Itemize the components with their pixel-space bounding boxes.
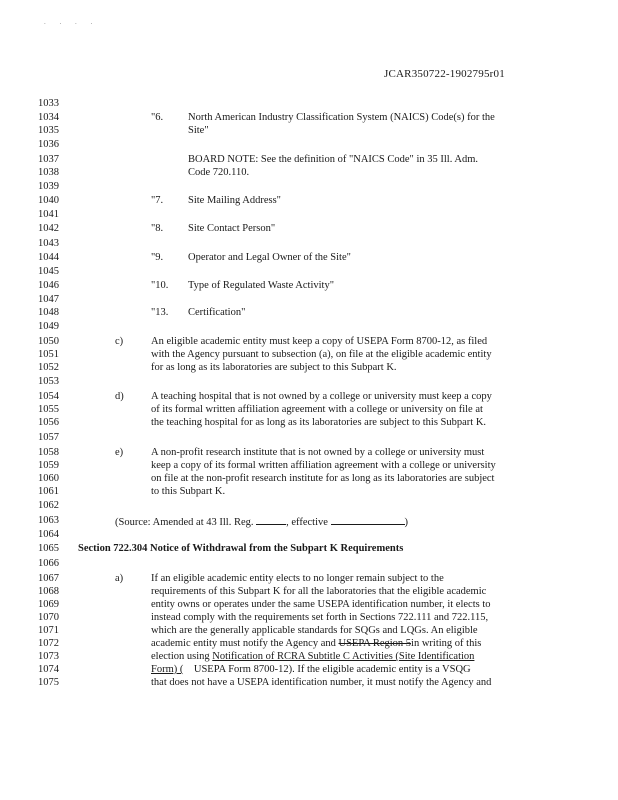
item-6-text-line2: Site"	[188, 125, 209, 136]
line-number: 1063	[38, 515, 59, 526]
subsection-e-line: A non-profit research institute that is not owned by a college or university must	[151, 447, 485, 458]
section-heading: Section 722.304 Notice of Withdrawal from the Subpart K Requirements	[78, 543, 404, 554]
line-number: 1041	[38, 209, 59, 220]
line-number: 1042	[38, 223, 59, 234]
line-number: 1040	[38, 195, 59, 206]
line-number: 1074	[38, 664, 59, 675]
source-effective-blank	[331, 514, 405, 525]
line-number: 1049	[38, 321, 59, 332]
item-9-text: Operator and Legal Owner of the Site"	[188, 252, 351, 263]
line-number: 1039	[38, 181, 59, 192]
line-number: 1059	[38, 460, 59, 471]
line-number: 1044	[38, 252, 59, 263]
line-number: 1071	[38, 625, 59, 636]
source-reg-blank	[256, 514, 286, 525]
item-9-number: "9.	[151, 252, 164, 263]
item-7-text: Site Mailing Address"	[188, 195, 281, 206]
item-10-text: Type of Regulated Waste Activity"	[188, 280, 334, 291]
subsection-c-line: with the Agency pursuant to subsection (a), on file at the eligible academic entity	[151, 349, 492, 360]
line-number: 1047	[38, 294, 59, 305]
subsection-a-line: entity owns or operates under the same USEPA identification number, it elects to	[151, 599, 491, 610]
line-number: 1068	[38, 586, 59, 597]
subsection-e-label: e)	[115, 447, 124, 458]
subsection-c-label: c)	[115, 336, 124, 347]
line-number: 1072	[38, 638, 59, 649]
line-number: 1048	[38, 307, 59, 318]
line-number: 1055	[38, 404, 59, 415]
subsection-a-line: requirements of this Subpart K for all the laboratories that the eligible academic	[151, 586, 487, 597]
line-segment: in writing of this	[411, 638, 482, 649]
line-number: 1050	[38, 336, 59, 347]
subsection-e-line: keep a copy of its formal written affiliation agreement with a college or university	[151, 460, 496, 471]
line-number: 1056	[38, 417, 59, 428]
item-8-text: Site Contact Person"	[188, 223, 276, 234]
item-13-number: "13.	[151, 307, 169, 318]
line-number: 1038	[38, 167, 59, 178]
item-6-number: "6.	[151, 112, 164, 123]
scan-specks: . . . .	[44, 18, 99, 26]
line-segment: academic entity must notify the Agency and	[151, 638, 336, 649]
line-number: 1067	[38, 573, 59, 584]
board-note-line2: Code 720.110.	[188, 167, 250, 178]
line-number: 1069	[38, 599, 59, 610]
line-number: 1035	[38, 125, 59, 136]
line-number: 1046	[38, 280, 59, 291]
line-number: 1054	[38, 391, 59, 402]
line-number: 1043	[38, 238, 59, 249]
inserted-text: Notification of RCRA Subtitle C Activities (Site Identification	[212, 651, 475, 662]
line-number: 1060	[38, 473, 59, 484]
subsection-a-line: If an eligible academic entity elects to no longer remain subject to the	[151, 573, 444, 584]
source-prefix: (Source: Amended at 43 Ill. Reg.	[115, 517, 254, 528]
item-8-number: "8.	[151, 223, 164, 234]
subsection-a-line	[151, 650, 474, 663]
subsection-e-line: to this Subpart K.	[151, 486, 226, 497]
subsection-a-line: which are the generally applicable standards for SQGs and LQGs. An eligible	[151, 625, 478, 636]
line-segment: election using	[151, 651, 210, 662]
source-note	[115, 514, 408, 529]
document-id: JCAR350722-1902795r01	[384, 68, 505, 80]
subsection-a-line: instead comply with the requirements set forth in Sections 722.111 and 722.115,	[151, 612, 489, 623]
line-number: 1045	[38, 266, 59, 277]
line-number: 1053	[38, 376, 59, 387]
board-note-line1: BOARD NOTE: See the definition of "NAICS Code" in 35 Ill. Adm.	[188, 154, 479, 165]
subsection-d-label: d)	[115, 391, 124, 402]
inserted-text: Form) (	[151, 664, 184, 675]
subsection-a-line	[151, 663, 471, 676]
subsection-c-line: for as long as its laboratories are subject to this Subpart K.	[151, 362, 397, 373]
item-6-text-line1: North American Industry Classification System (NAICS) Code(s) for the	[188, 112, 495, 123]
line-number: 1070	[38, 612, 59, 623]
item-13-text: Certification"	[188, 307, 246, 318]
subsection-a-line	[151, 637, 481, 650]
subsection-d-line: the teaching hospital for as long as its laboratories are subject to this Subpart K.	[151, 417, 487, 428]
line-number: 1034	[38, 112, 59, 123]
line-number: 1064	[38, 529, 59, 540]
source-mid: , effective	[286, 517, 328, 528]
line-number: 1065	[38, 543, 59, 554]
subsection-a-line: that does not have a USEPA identification number, it must notify the Agency and	[151, 677, 492, 688]
line-segment: USEPA Form 8700-12). If the eligible academic entity is a VSQG	[193, 664, 471, 675]
line-number: 1037	[38, 154, 59, 165]
line-number: 1062	[38, 500, 59, 511]
line-number: 1061	[38, 486, 59, 497]
deleted-text: USEPA Region 5	[338, 638, 412, 649]
subsection-d-line: A teaching hospital that is not owned by a college or university must keep a copy	[151, 391, 492, 402]
subsection-a-label: a)	[115, 573, 124, 584]
line-number: 1057	[38, 432, 59, 443]
line-number: 1051	[38, 349, 59, 360]
line-number: 1075	[38, 677, 59, 688]
line-number: 1052	[38, 362, 59, 373]
item-7-number: "7.	[151, 195, 164, 206]
line-number: 1066	[38, 558, 59, 569]
subsection-e-line: on file at the non-profit research institute for as long as its laboratories are subject	[151, 473, 495, 484]
line-number: 1033	[38, 98, 59, 109]
subsection-d-line: of its formal written affiliation agreement with a college or university on file at	[151, 404, 483, 415]
line-number: 1073	[38, 651, 59, 662]
line-number: 1036	[38, 139, 59, 150]
source-suffix: )	[404, 517, 409, 528]
item-10-number: "10.	[151, 280, 169, 291]
line-number: 1058	[38, 447, 59, 458]
subsection-c-line: An eligible academic entity must keep a copy of USEPA Form 8700-12, as filed	[151, 336, 488, 347]
